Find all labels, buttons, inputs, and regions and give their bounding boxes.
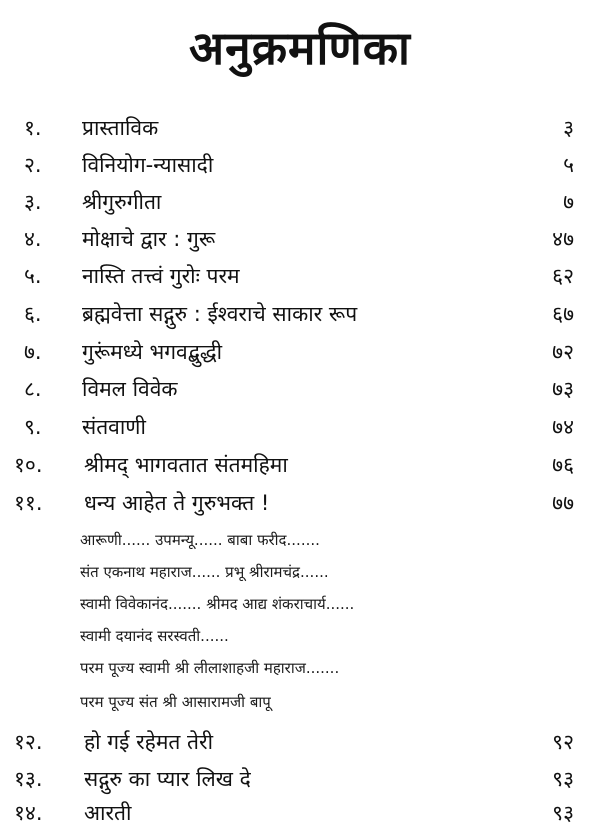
toc-entry-number: ७. bbox=[24, 340, 42, 364]
toc-entry-page: ७२ bbox=[552, 340, 574, 364]
toc-entry-7 bbox=[0, 334, 600, 370]
toc-entry-page: ७७ bbox=[552, 491, 574, 515]
toc-subentry: संत एकनाथ महाराज...... प्रभू श्रीरामचंद्र...... bbox=[80, 563, 329, 581]
toc-entry-page: ९३ bbox=[552, 801, 574, 825]
toc-entry-label: श्रीमद् भागवतात संतमहिमा bbox=[84, 453, 288, 477]
toc-entry-9 bbox=[0, 409, 600, 445]
toc-entry-number: २. bbox=[24, 153, 42, 177]
toc-entry-12 bbox=[0, 724, 600, 760]
toc-entry-number: ११. bbox=[14, 491, 43, 515]
toc-entry-page: ६२ bbox=[552, 264, 574, 288]
toc-entry-number: ३. bbox=[24, 190, 42, 214]
toc-entry-label: मोक्षाचे द्वार : गुरू bbox=[82, 227, 216, 251]
toc-entry-page: ७३ bbox=[552, 377, 574, 401]
toc-entry-page: ५ bbox=[563, 153, 574, 177]
toc-entry-number: १२. bbox=[14, 730, 43, 754]
page-title: अनुक्रमणिका bbox=[189, 21, 411, 75]
toc-entry-page: ७ bbox=[563, 190, 574, 214]
toc-entry-1 bbox=[0, 110, 600, 146]
toc-entry-number: १०. bbox=[14, 453, 43, 477]
toc-entry-label: आरती bbox=[84, 801, 132, 825]
toc-entry-label: हो गई रहेमत तेरी bbox=[84, 730, 214, 754]
toc-entry-page: ७६ bbox=[552, 453, 574, 477]
toc-entry-page: ६७ bbox=[552, 302, 574, 326]
toc-entry-number: १४. bbox=[14, 801, 43, 825]
toc-entry-number: १३. bbox=[14, 767, 43, 791]
toc-entry-number: ४. bbox=[24, 227, 42, 251]
toc-entry-label: संतवाणी bbox=[82, 415, 146, 439]
toc-entry-3 bbox=[0, 184, 600, 220]
toc-entry-label: प्रास्ताविक bbox=[82, 116, 159, 140]
toc-entry-6 bbox=[0, 296, 600, 332]
toc-subentry: आरूणी...... उपमन्यू...... बाबा फरीद....... bbox=[80, 531, 320, 549]
toc-entry-5 bbox=[0, 258, 600, 294]
toc-entry-page: ९३ bbox=[552, 767, 574, 791]
toc-entry-label: धन्य आहेत ते गुरुभक्त ! bbox=[84, 491, 270, 515]
toc-entry-label: गुरूंमध्ये भगवद्बुद्धी bbox=[82, 340, 223, 364]
toc-subentry: स्वामी विवेकानंद....... श्रीमद आद्य शंकराचार्य...... bbox=[80, 595, 355, 613]
toc-entry-13 bbox=[0, 761, 600, 797]
toc-entry-label: विनियोग-न्यासादी bbox=[82, 153, 214, 177]
toc-entry-page: ४७ bbox=[552, 227, 574, 251]
toc-entry-4 bbox=[0, 221, 600, 257]
toc-subentry: परम पूज्य संत श्री आसारामजी बापू bbox=[80, 693, 271, 711]
toc-entry-page: ७४ bbox=[552, 415, 574, 439]
toc-entry-2 bbox=[0, 147, 600, 183]
toc-entry-label: श्रीगुरुगीता bbox=[82, 190, 162, 214]
toc-entry-number: १. bbox=[24, 116, 42, 140]
toc-entry-label: विमल विवेक bbox=[82, 377, 178, 401]
toc-entry-11 bbox=[0, 485, 600, 521]
toc-entry-14 bbox=[0, 795, 600, 831]
toc-entry-page: ३ bbox=[563, 116, 574, 140]
toc-entry-8 bbox=[0, 371, 600, 407]
toc-entry-number: ८. bbox=[24, 377, 42, 401]
toc-entry-label: ब्रह्मवेत्ता सद्गुरु : ईश्वराचे साकार रूप bbox=[82, 302, 358, 326]
toc-subentry: परम पूज्य स्वामी श्री लीलाशाहजी महाराज....... bbox=[80, 659, 340, 677]
toc-entry-label: नास्ति तत्त्वं गुरोः परम bbox=[82, 264, 240, 288]
toc-entry-number: ६. bbox=[24, 302, 42, 326]
toc-entry-page: ९२ bbox=[552, 730, 574, 754]
toc-entry-label: सद्गुरु का प्यार लिख दे bbox=[84, 767, 251, 791]
toc-entry-10 bbox=[0, 447, 600, 483]
toc-entry-number: ९. bbox=[24, 415, 42, 439]
toc-subentry: स्वामी दयानंद सरस्वती...... bbox=[80, 627, 229, 645]
toc-entry-number: ५. bbox=[24, 264, 42, 288]
